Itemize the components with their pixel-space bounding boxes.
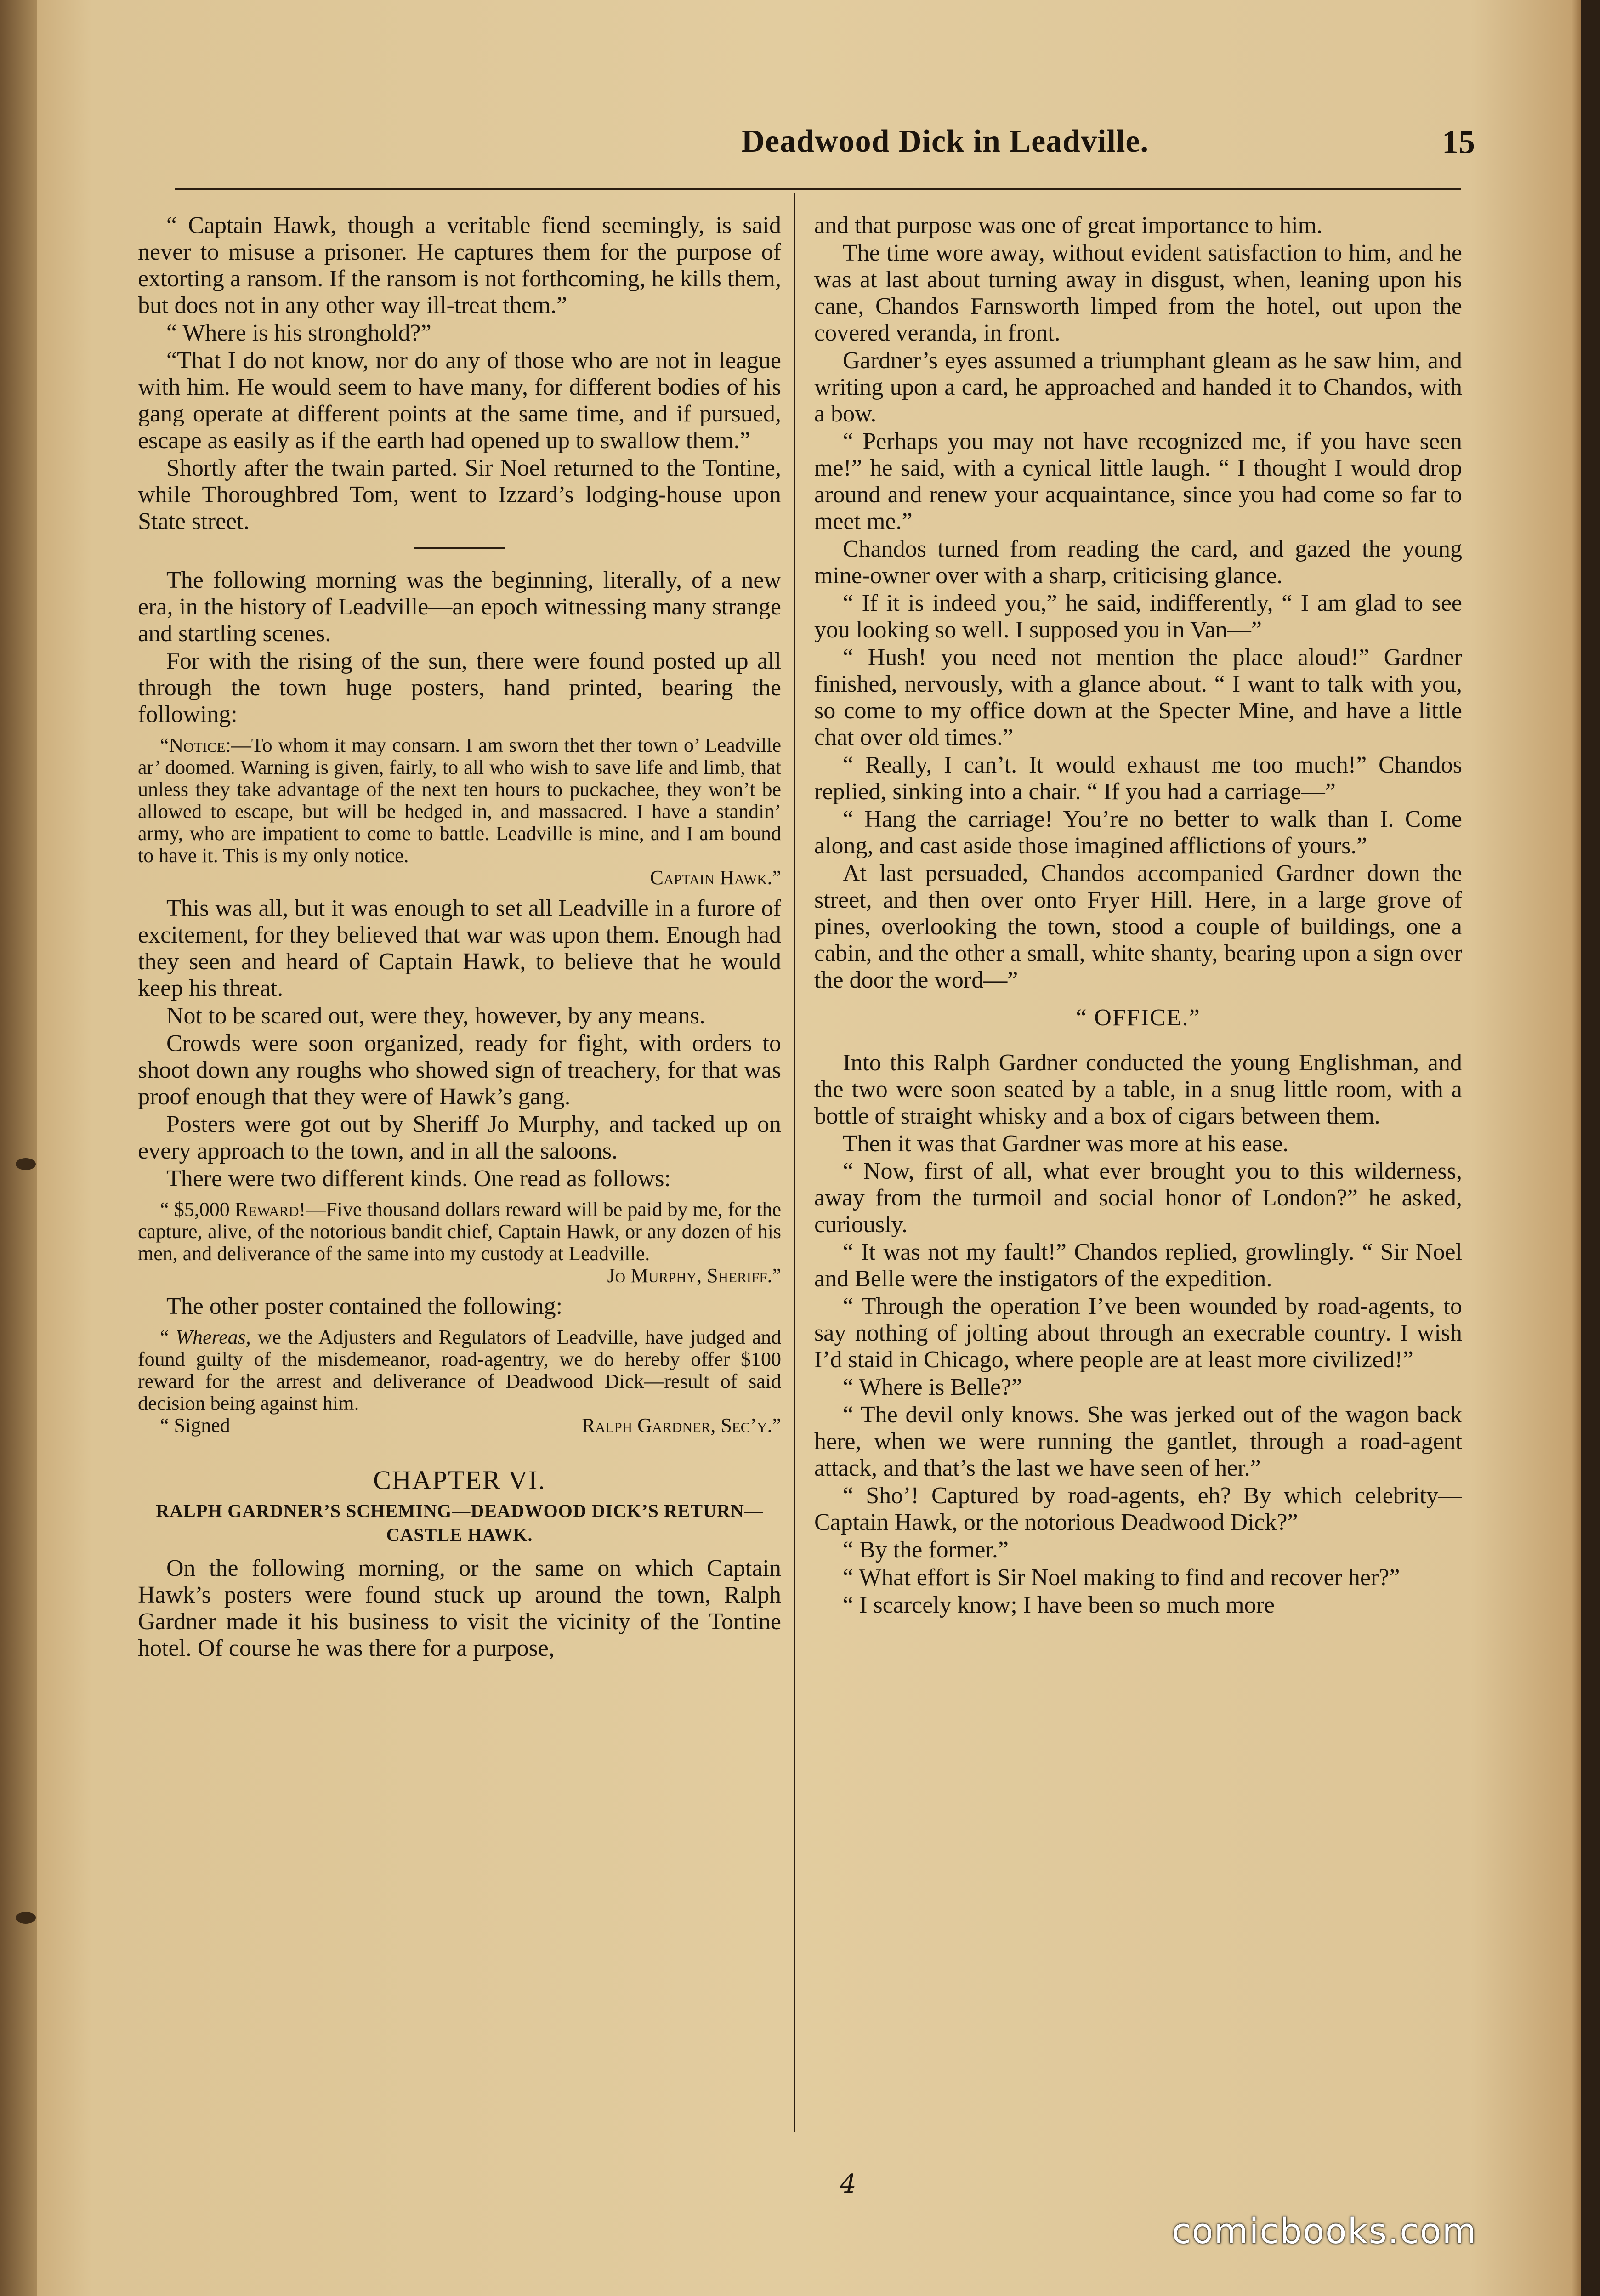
paragraph: At last persuaded, Chandos accompanied Gardner down the street, and then over onto Fryer Hill. Here, in a large grove of pines, overlooking the town, stood a couple of buildings, one a cabin, and the other a small, white shanty, bearing upon a sign over the door the word—”	[814, 860, 1462, 993]
paragraph: “ Perhaps you may not have recognized me, if you have seen me!” he said, with a cynical little laugh. “ I thought I would drop around and renew your acquaintance, since you had come so far to meet me.”	[814, 428, 1462, 534]
paragraph: Posters were got out by Sheriff Jo Murphy, and tacked up on every approach to the town, and in all the saloons.	[138, 1111, 781, 1164]
paragraph: “ What effort is Sir Noel making to find and recover her?”	[843, 1564, 1400, 1591]
paragraph: and that purpose was one of great importance to him.	[814, 212, 1323, 239]
paragraph: For with the rising of the sun, there were found posted up all through the town huge posters, hand printed, bearing the following:	[138, 648, 781, 727]
page-number: 15	[1442, 124, 1475, 160]
signature-mark: 4	[840, 2169, 857, 2199]
paragraph: “ By the former.”	[843, 1537, 1009, 1563]
paragraph: “ The devil only knows. She was jerked out of the wagon back here, when we were running the gantlet, through a road-agent attack, and that’s the last we have seen of her.”	[814, 1402, 1462, 1481]
paragraph: “ Sho’! Captured by road-agents, eh? By which celebrity—Captain Hawk, or the notorious Deadwood Dick?”	[814, 1483, 1462, 1535]
paragraph: Gardner’s eyes assumed a triumphant gleam as he saw him, and writing upon a card, he approached and handed it to Chandos, with a bow.	[814, 347, 1462, 427]
notice-text: —To whom it may consarn. I am sworn thet ther town o’ Leadville ar’ doomed. Warning is given, fairly, to all who wish to save life and limb, that unless they take advantage of the next ten hours to puckachee, they won’t be allowed to escape, but will be hedged in, and massacred. I have a standin’ army, who are impatient to come to battle. Leadville is mine, and I am bound to have it. This is my only notice.	[138, 734, 781, 867]
office-sign-text: “ OFFICE.”	[1076, 1005, 1201, 1031]
whereas-signature-line	[138, 1415, 781, 1437]
paragraph: “ I scarcely know; I have been so much more	[843, 1592, 1275, 1618]
paragraph: The other poster contained the following:	[166, 1293, 563, 1319]
binding-hole	[16, 1912, 36, 1924]
whereas-signature: Ralph Gardner, Sec’y.”	[581, 1414, 781, 1437]
binding-hole	[16, 1158, 36, 1170]
paragraph: “ If it is indeed you,” he said, indifferently, “ I am glad to see you looking so well. I supposed you in Van—”	[814, 590, 1462, 643]
reward-text: —Five thousand dollars reward will be paid by me, for the capture, alive, of the notorious bandit chief, Captain Hawk, or any dozen of his men, and deliverance of the same into my custody at Leadville.	[138, 1198, 781, 1265]
paragraph: “ Now, first of all, what ever brought you to this wilderness, away from the turmoil and social honor of London?” he asked, curiously.	[814, 1158, 1462, 1238]
paragraph: Crowds were soon organized, ready for fight, with orders to shoot down any roughs who showed sign of treachery, for that was proof enough that they were of Hawk’s gang.	[138, 1030, 781, 1110]
notice-signature: Captain Hawk.”	[650, 866, 781, 889]
reward-label: $5,000 Reward!	[174, 1198, 306, 1221]
paragraph: There were two different kinds. One read as follows:	[166, 1165, 671, 1192]
paragraph: “ Hang the carriage! You’re no better to walk than I. Come along, and cast aside those imagined afflictions of yours.”	[814, 806, 1462, 859]
chapter-heading: CHAPTER VI.	[373, 1465, 546, 1495]
paragraph: “ Really, I can’t. It would exhaust me too much!” Chandos replied, sinking into a chair. “ If you had a carriage—”	[814, 752, 1462, 805]
running-title: Deadwood Dick in Leadville.	[741, 124, 1149, 159]
paragraph: Not to be scared out, were they, however, by any means.	[166, 1003, 705, 1029]
paragraph: Into this Ralph Gardner conducted the young Englishman, and the two were soon seated by a table, in a snug little room, with a bottle of straight whisky and a box of cigars between them.	[814, 1050, 1462, 1129]
reward-signature: Jo Murphy, Sheriff.”	[607, 1264, 781, 1287]
paragraph: “That I do not know, nor do any of those who are not in league with him. He would seem to have many, for different bodies of his gang operate at different points at the same time, and if pursued, escape as easily as if the earth had opened up to swallow them.”	[138, 347, 781, 454]
paragraph: “ It was not my fault!” Chandos replied, growlingly. “ Sir Noel and Belle were the instigators of the expedition.	[814, 1239, 1462, 1292]
site-watermark: comicbooks.com	[1172, 2211, 1477, 2251]
paragraph: Then it was that Gardner was more at his ease.	[843, 1131, 1289, 1157]
paragraph: On the following morning, or the same on which Captain Hawk’s posters were found stuck up around the town, Ralph Gardner made it his business to visit the vicinity of the Tontine hotel. Of course he was there for a purpose,	[138, 1555, 781, 1661]
header-rule	[175, 188, 1461, 190]
paragraph: This was all, but it was enough to set all Leadville in a furore of excitement, for they believed that war was upon them. Enough had they seen and heard of Captain Hawk, to believe that he would keep his threat.	[138, 895, 781, 1001]
paragraph: “ Hush! you need not mention the place aloud!” Gardner finished, nervously, with a glance about. “ I want to talk with you, so come to my office down at the Specter Mine, and have a little chat over old times.”	[814, 644, 1462, 750]
paragraph: Chandos turned from reading the card, and gazed the young mine-owner over with a sharp, criticising glance.	[814, 536, 1462, 589]
whereas-text: we the Adjusters and Regulators of Leadville, have judged and found guilty of the misdemeanor, road-agentry, we do hereby offer $100 reward for the arrest and deliverance of Deadwood Dick—result of said decision being against him.	[138, 1326, 781, 1415]
page-gutter-edge	[0, 0, 37, 2296]
paragraph: “ Where is Belle?”	[843, 1374, 1022, 1400]
section-break-rule	[414, 547, 505, 549]
right-column	[814, 212, 1462, 2133]
paragraph: “ Captain Hawk, though a veritable fiend seemingly, is said never to misuse a prisoner. He captures them for the purpose of extorting a ransom. If the ransom is not forthcoming, he kills them, but does not in any other way ill-treat them.”	[138, 212, 781, 318]
notice-poster-quote: “Notice:—To whom it may consarn. I am sworn thet ther town o’ Leadville ar’ doomed. Warning is given, fairly, to all who wish to save life and limb, that unless they take advantage of the next ten hours to puckachee, they won’t be allowed to escape, but will be hedged in, and massacred. I have a standin’ army, who are impatient to come to battle. Leadville is mine, and I am bound to have it. This is my only notice. Captain Hawk.”	[138, 734, 781, 889]
whereas-signed: “ Signed	[160, 1414, 230, 1437]
paragraph: Shortly after the twain parted. Sir Noel returned to the Tontine, while Thoroughbred Tom, went to Izzard’s lodging-house upon State street.	[138, 455, 781, 534]
reward-poster-quote: “ $5,000 Reward!—Five thousand dollars reward will be paid by me, for the capture, alive, of the notorious bandit chief, Captain Hawk, or any dozen of his men, and deliverance of the same into my custody at Leadville. Jo Murphy, Sheriff.”	[138, 1198, 781, 1287]
left-column	[138, 212, 781, 2133]
paragraph: The time wore away, without evident satisfaction to him, and he was at last about turning away in disgust, when, leaning upon his cane, Chandos Farnsworth limped from the hotel, out upon the covered veranda, in front.	[814, 240, 1462, 346]
column-divider	[794, 193, 795, 2132]
paragraph: “ Through the operation I’ve been wounded by road-agents, to say nothing of jolting about through an execrable country. I wish I’d staid in Chicago, where people are at least more civilized!”	[814, 1293, 1462, 1373]
whereas-label: Whereas,	[176, 1326, 251, 1348]
running-head	[92, 123, 1475, 178]
paragraph: The following morning was the beginning, literally, of a new era, in the history of Leadville—an epoch witnessing many strange and startling scenes.	[138, 567, 781, 647]
chapter-subtitle: RALPH GARDNER’S SCHEMING—DEADWOOD DICK’S RETURN—CASTLE HAWK.	[156, 1500, 763, 1545]
paragraph: “ Where is his stronghold?”	[166, 320, 431, 346]
whereas-poster-quote: “ Whereas, we the Adjusters and Regulators of Leadville, have judged and found guilty of the misdemeanor, road-agentry, we do hereby offer $100 reward for the arrest and deliverance of Deadwood Dick—result of said decision being against him. “ Signed Ralph Gardner, Sec’y.”	[138, 1326, 781, 1437]
notice-label: Notice:	[169, 734, 231, 756]
